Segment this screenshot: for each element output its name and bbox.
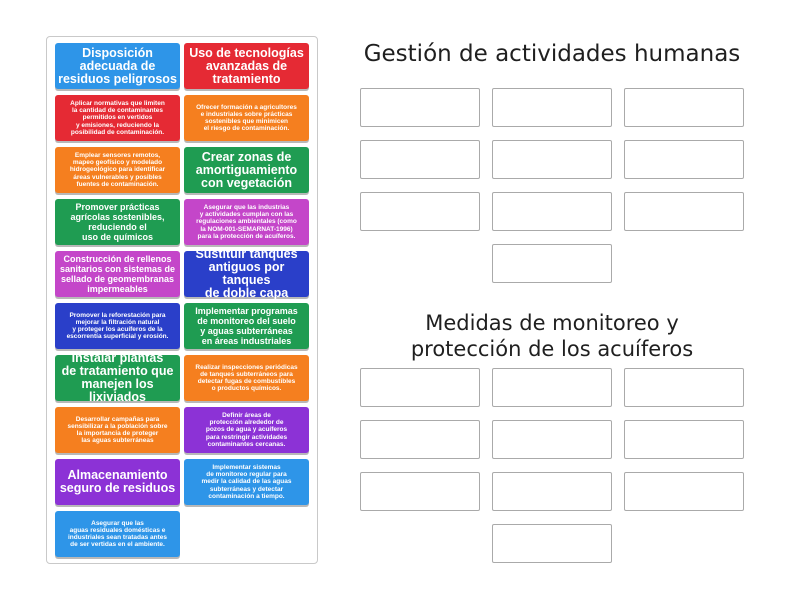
- drop-slot-gestion[interactable]: [492, 140, 612, 179]
- tile-label: Almacenamiento seguro de residuos: [59, 468, 176, 495]
- tile-inspecciones-tanques[interactable]: [184, 355, 309, 401]
- tile-reforestacion[interactable]: [55, 303, 180, 349]
- tile-label: Asegurar que las industrias y actividades cumplan con las regulaciones ambientales (como la NOM-001-SEMARNAT-1996) para la protección de acuíferos.: [196, 203, 297, 240]
- drop-slot-gestion[interactable]: [492, 192, 612, 231]
- tile-label: Aplicar normativas que limiten la cantidad de contaminantes permitidos en vertidos y emisiones, reduciendo la posibilidad de contaminación.: [70, 99, 165, 136]
- tile-zonas-amortiguamiento[interactable]: [184, 147, 309, 193]
- drop-slot-monitoreo[interactable]: [624, 472, 744, 511]
- tile-label: Emplear sensores remotos, mapeo geofísico y modelado hidrogeológico para identificar áreas vulnerables y posibles fuentes de contaminación.: [69, 151, 166, 188]
- drop-slot-monitoreo[interactable]: [492, 368, 612, 407]
- drop-slot-monitoreo[interactable]: [360, 420, 480, 459]
- drop-slot-monitoreo[interactable]: [492, 472, 612, 511]
- tile-label: Promover prácticas agrícolas sostenibles, reduciendo el uso de químicos: [70, 202, 165, 242]
- tile-label: Sustituir tanques antiguos por tanques de doble capa: [195, 247, 298, 300]
- tile-aguas-residuales[interactable]: [55, 511, 180, 557]
- group-title-gestion: Gestión de actividades humanas: [363, 41, 741, 67]
- tile-label: Realizar inspecciones periódicas de tanques subterráneos para detectar fugas de combustibles o productos químicos.: [195, 363, 298, 393]
- tile-label: Instalar plantas de tratamiento que manejen los lixiviados: [61, 351, 174, 404]
- drop-slot-monitoreo[interactable]: [624, 420, 744, 459]
- drop-slot-gestion[interactable]: [360, 88, 480, 127]
- drop-slot-gestion[interactable]: [624, 192, 744, 231]
- tile-ofrecer-formacion[interactable]: [184, 95, 309, 141]
- tile-label: Construcción de rellenos sanitarios con sistemas de sellado de geomembranas impermeables: [59, 254, 176, 294]
- drop-slot-monitoreo[interactable]: [360, 472, 480, 511]
- tile-tanques-doble-capa[interactable]: [184, 247, 309, 300]
- drop-slot-monitoreo[interactable]: [492, 420, 612, 459]
- tile-label: Asegurar que las aguas residuales domésticas e industriales sean tratadas antes de ser vertidas en el ambiente.: [68, 519, 167, 549]
- tile-plantas-lixiviados[interactable]: [55, 351, 180, 404]
- drop-slot-gestion[interactable]: [624, 88, 744, 127]
- drop-slot-gestion[interactable]: [360, 192, 480, 231]
- tile-disposicion-residuos-peligrosos[interactable]: [55, 43, 180, 89]
- drop-slot-gestion[interactable]: [360, 140, 480, 179]
- drop-slot-monitoreo[interactable]: [624, 368, 744, 407]
- tile-label: Uso de tecnologías avanzadas de tratamiento: [189, 45, 304, 86]
- tile-areas-proteccion[interactable]: [184, 407, 309, 453]
- tile-monitoreo-suelo[interactable]: [184, 303, 309, 349]
- drop-slot-gestion[interactable]: [624, 140, 744, 179]
- tile-rellenos-sanitarios[interactable]: [55, 251, 180, 297]
- tile-label: Definir áreas de protección alrededor de pozos de agua y acuíferos para restringir actividades contaminantes cercanas.: [205, 411, 288, 448]
- tile-label: Ofrecer formación a agricultores e industriales sobre prácticas sostenibles que minimicen el riesgo de contaminación.: [196, 103, 297, 133]
- tile-label: Implementar sistemas de monitoreo regular para medir la calidad de las aguas subterráneas y detectar contaminación a tiempo.: [201, 463, 292, 500]
- tile-panel: [46, 36, 318, 564]
- drop-slot-gestion[interactable]: [492, 244, 612, 283]
- drop-slot-monitoreo[interactable]: [360, 368, 480, 407]
- tile-campanas-sensibilizacion[interactable]: [55, 407, 180, 453]
- tile-label: Implementar programas de monitoreo del suelo y aguas subterráneas en áreas industriales: [195, 306, 298, 346]
- tile-label: Desarrollar campañas para sensibilizar a la población sobre la importancia de proteger las aguas subterráneas: [67, 415, 168, 445]
- tile-aplicar-normativas[interactable]: [55, 95, 180, 141]
- group-title-monitoreo: Medidas de monitoreo y protección de los acuíferos: [410, 311, 694, 361]
- tile-sistemas-monitoreo[interactable]: [184, 459, 309, 505]
- drop-slot-gestion[interactable]: [492, 88, 612, 127]
- tile-label: Promover la reforestación para mejorar la filtración natural y proteger los acuíferos de la escorrentía superficial y erosión.: [66, 311, 169, 341]
- drop-slot-monitoreo[interactable]: [492, 524, 612, 563]
- tile-regulaciones-ambientales[interactable]: [184, 199, 309, 245]
- tile-practicas-agricolas[interactable]: [55, 199, 180, 245]
- tile-emplear-sensores[interactable]: [55, 147, 180, 193]
- tile-label: Crear zonas de amortiguamiento con vegetación: [195, 149, 298, 190]
- tile-tecnologias-tratamiento[interactable]: [184, 43, 309, 89]
- tile-almacenamiento-seguro[interactable]: [55, 459, 180, 505]
- tile-label: Disposición adecuada de residuos peligrosos: [58, 45, 177, 86]
